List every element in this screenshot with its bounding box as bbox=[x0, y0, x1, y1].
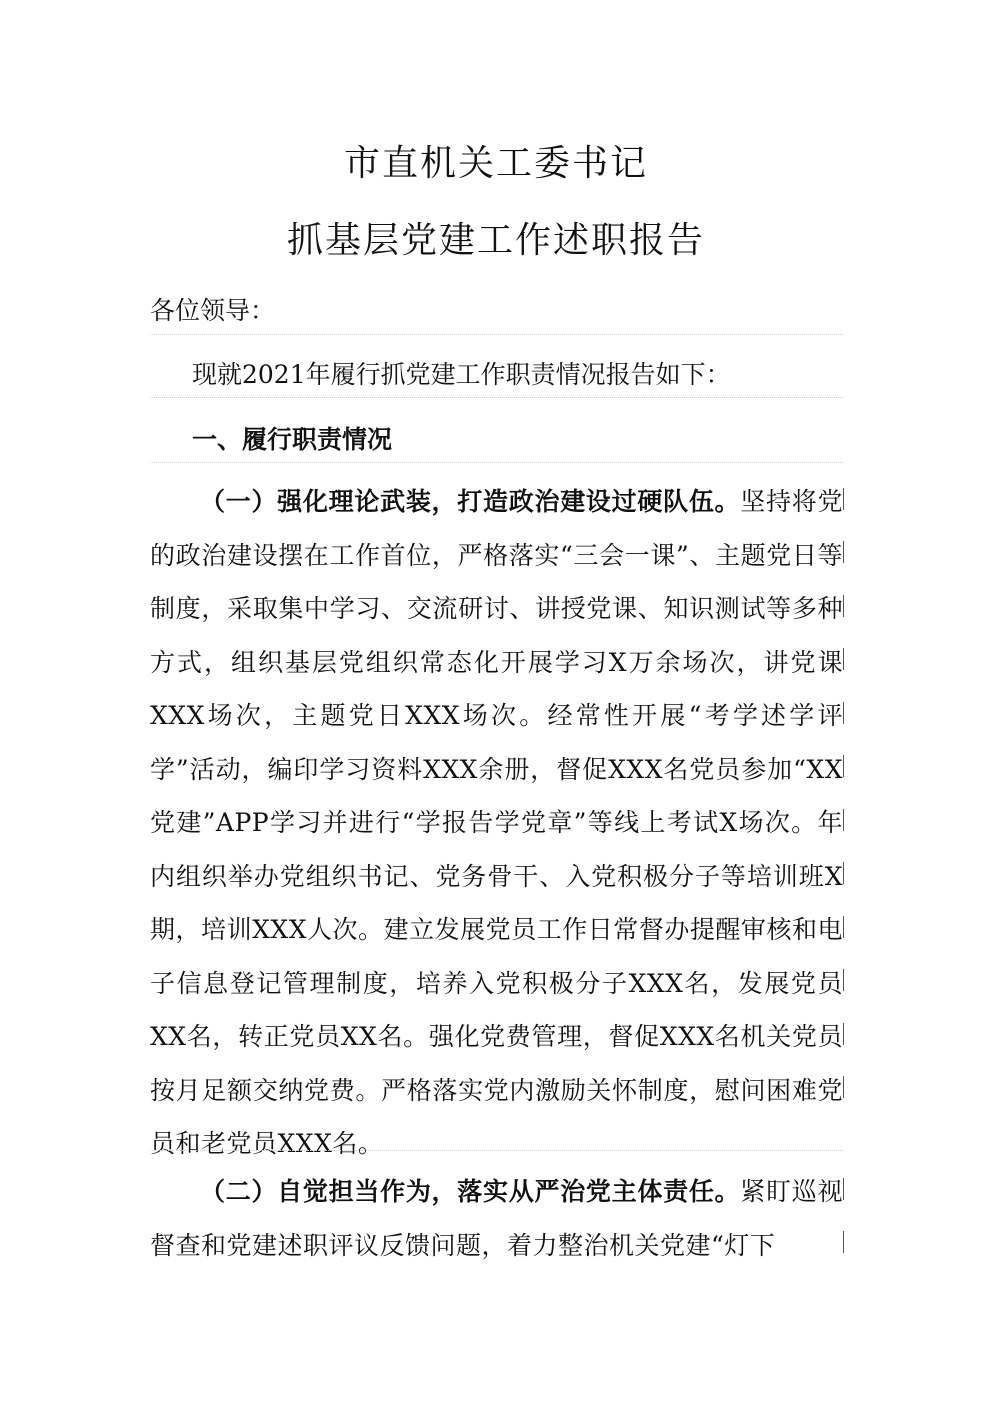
paragraph-1-lead: （一）强化理论武装，打造政治建设过硬队伍。 bbox=[200, 487, 741, 516]
paragraph-2-lead: （二）自觉担当作为，落实从严治党主体责任。 bbox=[200, 1177, 741, 1206]
margin-mark bbox=[843, 648, 844, 670]
margin-mark bbox=[843, 1178, 844, 1200]
section-heading: 一、履行职责情况 bbox=[192, 425, 393, 454]
separator bbox=[150, 1150, 843, 1151]
margin-mark bbox=[843, 809, 844, 831]
separator bbox=[150, 334, 843, 335]
title-line-2: 抓基层党建工作述职报告 bbox=[286, 220, 705, 261]
paragraph-2-body: 紧盯巡视督查和党建述职评议反馈问题，着力整治机关党建“灯下 bbox=[150, 1177, 843, 1260]
title-line-1: 市直机关工委书记 bbox=[343, 143, 648, 184]
margin-mark bbox=[843, 702, 844, 724]
paragraph-1 bbox=[150, 475, 843, 1158]
salutation: 各位领导： bbox=[150, 296, 276, 325]
margin-mark bbox=[843, 1231, 844, 1253]
margin-mark bbox=[843, 862, 844, 884]
margin-mark bbox=[843, 916, 844, 938]
margin-mark bbox=[843, 541, 844, 563]
separator bbox=[150, 462, 843, 463]
separator bbox=[150, 397, 843, 398]
margin-mark bbox=[843, 969, 844, 991]
intro-paragraph bbox=[150, 355, 843, 391]
intro-text: 现就2021年履行抓党建工作职责情况报告如下： bbox=[192, 360, 731, 389]
margin-mark bbox=[843, 755, 844, 777]
margin-mark bbox=[843, 488, 844, 510]
margin-mark bbox=[843, 1076, 844, 1098]
margin-mark bbox=[843, 1023, 844, 1045]
paragraph-2 bbox=[150, 1165, 843, 1275]
paragraph-1-body: 坚持将党的政治建设摆在工作首位，严格落实“三会一课”、主题党日等制度，采取集中学习、交流研讨、讲授党课、知识测试等多种方式，组织基层党组织常态化开展学习X万余场次，讲党课XXX场次，主题党日XXX场次。经常性开展“考学述学评学”活动，编印学习资料XXX余册，督促XXX名党员参加“XX党建”APP学习并进行“学报告学党章”等线上考试X场次。年内组织举办党组织书记、党务骨干、入党积极分子等培训班X期，培训XXX人次。建立发展党员工作日常督办提醒审核和电子信息登记管理制度，培养入党积极分子XXX名，发展党员XX名，转正党员XX名。强化党费管理，督促XXX名机关党员按月足额交纳党费。严格落实党内激励关怀制度，慰问困难党员和老党员XXX名。 bbox=[150, 487, 843, 1158]
margin-mark bbox=[843, 595, 844, 617]
